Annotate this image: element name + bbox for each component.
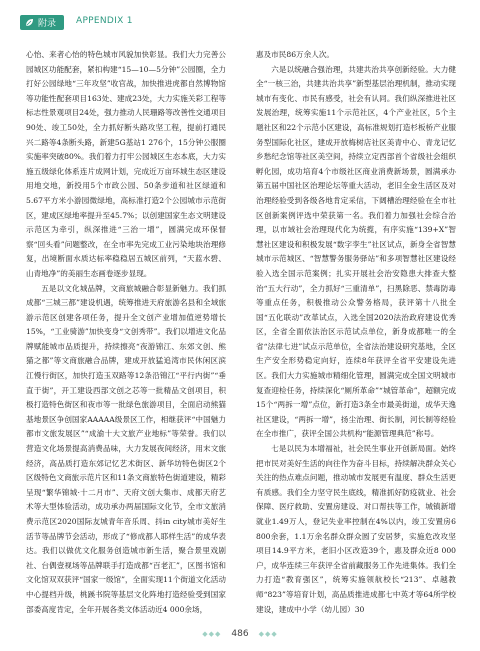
footer-ornament-right: ◆◆◆ — [258, 630, 278, 638]
appendix-subtitle: APPENDIX 1 — [76, 16, 133, 26]
paragraph: 心怡、来者心怡的特色城市风貌加快彰显。我们大力完善公园城区功能配套，紧扣构建“15—10—5分钟”公园圈，全力打好公园绿地“三年攻坚”收官战，加快推进虎都自然博物馆等功能性配套项目163处、建成23处，大力实施关彩工程等标志性景观项目24处，强力推动人民珊路等改善性交通项目90处、竣工50处，全力抓好断头路攻坚工程，提前打通民兴二路等4条断头路，新建5G基站1 276个，15分钟公服圈实施率突破80%。我们着力打牢公园城区生态本底，大力实施五级绿化体系连片成网计划，完成近万亩环城生态区建设用地交地，新投用5个市政公园、50条步道和社区绿道和5.67平方米小游园微绿地，高标准打造2个公园城市示范街区，建成区绿地率提升至45.7%；以创建国家生态文明建设示范区为牵引，纵深推进“三治一增”，圆满完成环保督察“回头看”问题整改，在全市率先完成工业污染地块治理修复，出境断面水质达标率稳稳居五城区前列，“天蓝水碧、山青地净”的美丽生态画卷逐步显现。 — [26, 50, 226, 278]
left-text-column — [26, 48, 226, 614]
appendix-badge-label: 附录 — [38, 19, 57, 29]
page-footer — [0, 627, 480, 641]
right-text-column — [256, 48, 456, 614]
appendix-badge — [20, 15, 64, 30]
paragraph: 五是以文化城品牌，文商旅城融合彰显新魅力。我们抓成都“三城三都”建设机遇，统筹推进天府旅游名县和全域旅游示范区创建各项任务，提升全文创产业增加值逆势增长15%，“工业骑游”加快变身“文创秀带”。我们以增进文化品牌赋能城市品质提升，持续擦亮“夜游锦江、东郊文创、熊猫之都”等文商旅融合品牌，建成开放猛追湾市民休闲区滨江慢行街区，加快打造玉双路等12条沿锦江“平行内街”“垂直于街”，开工建设西部文创之芯等一批精品文创项目，积极打造特色街区和夜市等一批绿色旅游项目，全面启动熊猫基地景区争创国家AAAAA级景区工作，相继获评“中国魅力都市文旅发展区”“成渝十大文旅产业地标”等荣誉。我们以营造文化场景提高消费品味，大力发展夜间经济，用末文旅经济，高品质打造东郊记忆艺术街区、新华坊特色街区2个区级特色文商旅示范片区和11条文商旅特色街道建设，精彩呈现“繁华锦城·十二月市”、天府文创大集市、成都天府艺术等大型体验活动，成功承办两届国际文化节，全市文旅消费示范区2020国际友城青年音乐周、抖in city城市美好生活节等品牌节会活动，形成了“修成都人耶样生活”的成华表达。我们以做优文化服务创造城市新生活，聚合景里戏剧社、台偶壹视场等品牌联手打造成都“百老汇”，区图书馆和文化馆双双获评“国家一级馆”，全面实现11个街道文化活动中心提档升级，桃蹊书院等基层文化阵地打造经验受到国家部委高度肯定，全年开展各类文体活动近4 000余场， — [26, 283, 226, 614]
paragraph: 六是以统融合强治理，共建共治共享创新经验。大力健全“一核三治，共建共治共享”新型基层治理机制，推动实现城市有变化、市民有感受，社会有认同。我们纵深推进社区发展治理，统筹实施11个示范社区，4个产业社区，5个主题社区和22个示范小区建设，高标准规划打造杉板桥产业服务型国际化社区，建成开放梅树店社区美青中心、青龙记忆乡愁纪念馆等社区美空间，持续立定西部首个省级社会组织孵化园，成功培育4个市级社区商业消费新场景，圆满承办第五届中国社区治理论坛等重大活动，老旧全金生活区及对治理经验受到各级各地肯定采信，下阔槽治理经验在全市社区创新案例评选中荣获第一名。我们着力加强社会综合治理，以市域社会治理现代化为统揽，有序实施“139+X”智慧社区建设和积极发展“数字孪生”社区试点，新身全省智慧城市示范城区、“智慧警务服务驿站”和多项智慧社区建设经验入选全国示范案例；扎实开展社会治安隐患大排查大整治“五大行动”，全力抓好“三重清单”，扫黑除恶、禁毒防毒等重点任务，积极推动公众警务格局，获评第十八批全国“五化联动”改革试点，入选全国2020法治政府建设优秀区，全省全面依法治区示范试点单位，新身成都唯一的全省“法律七进”试点示范单位，全省法治建设研究基地，全区生产安全形势稳定向好，连续8年获评全省平安建设先进区。我们大力实施城市精细化管理，圆满完成全国文明城市复查迎检任务，持续深化“厕所革命”“城管革命”，超额完成15个“两拆一增”点位，新打造3条全市最美街道，成华天逸社区建设，“两拆一增”，扬尘治理、街长制，河长制等经验在全市推广，获评全国公共机构“能源管理典范”称号。 — [256, 64, 456, 439]
page-header — [0, 0, 480, 40]
page-number: 486 — [231, 629, 249, 639]
footer-ornament-left: ◆◆◆ — [202, 630, 222, 638]
leaf-icon — [25, 18, 34, 27]
paragraph: 惠及市民86万余人次。 — [256, 50, 335, 59]
paragraph: 七是以民为本增福祉，社会民生事业开创新局面。始终把市民对美好生活的向往作为奋斗目标，持续解决群众关心关注的热点难点问题，推动城市发展更有温度、群众生活更有质感。我们全力坚守民生底线，精准抓好防疫就业、社会保障、医疗救助、安置房建设、对口帮扶等工作，城镇新增就业1.49万人，登记失业率控制在4%以内，竣工安置房6 800余套，1.1万余名群众群众圆了安居梦，实施危改攻坚项目14.9平方米，老旧小区改造39个，惠及群众近8 000户，成华连续三年获评全省前藏服务工作先进集体。我们全力打造“教育强区”，统筹实施领航校长“213”、卓越教师“823”等培育计划，高品质推进成都七中英才等64所学校建设，建成中小学（幼儿园）30 — [256, 444, 456, 614]
